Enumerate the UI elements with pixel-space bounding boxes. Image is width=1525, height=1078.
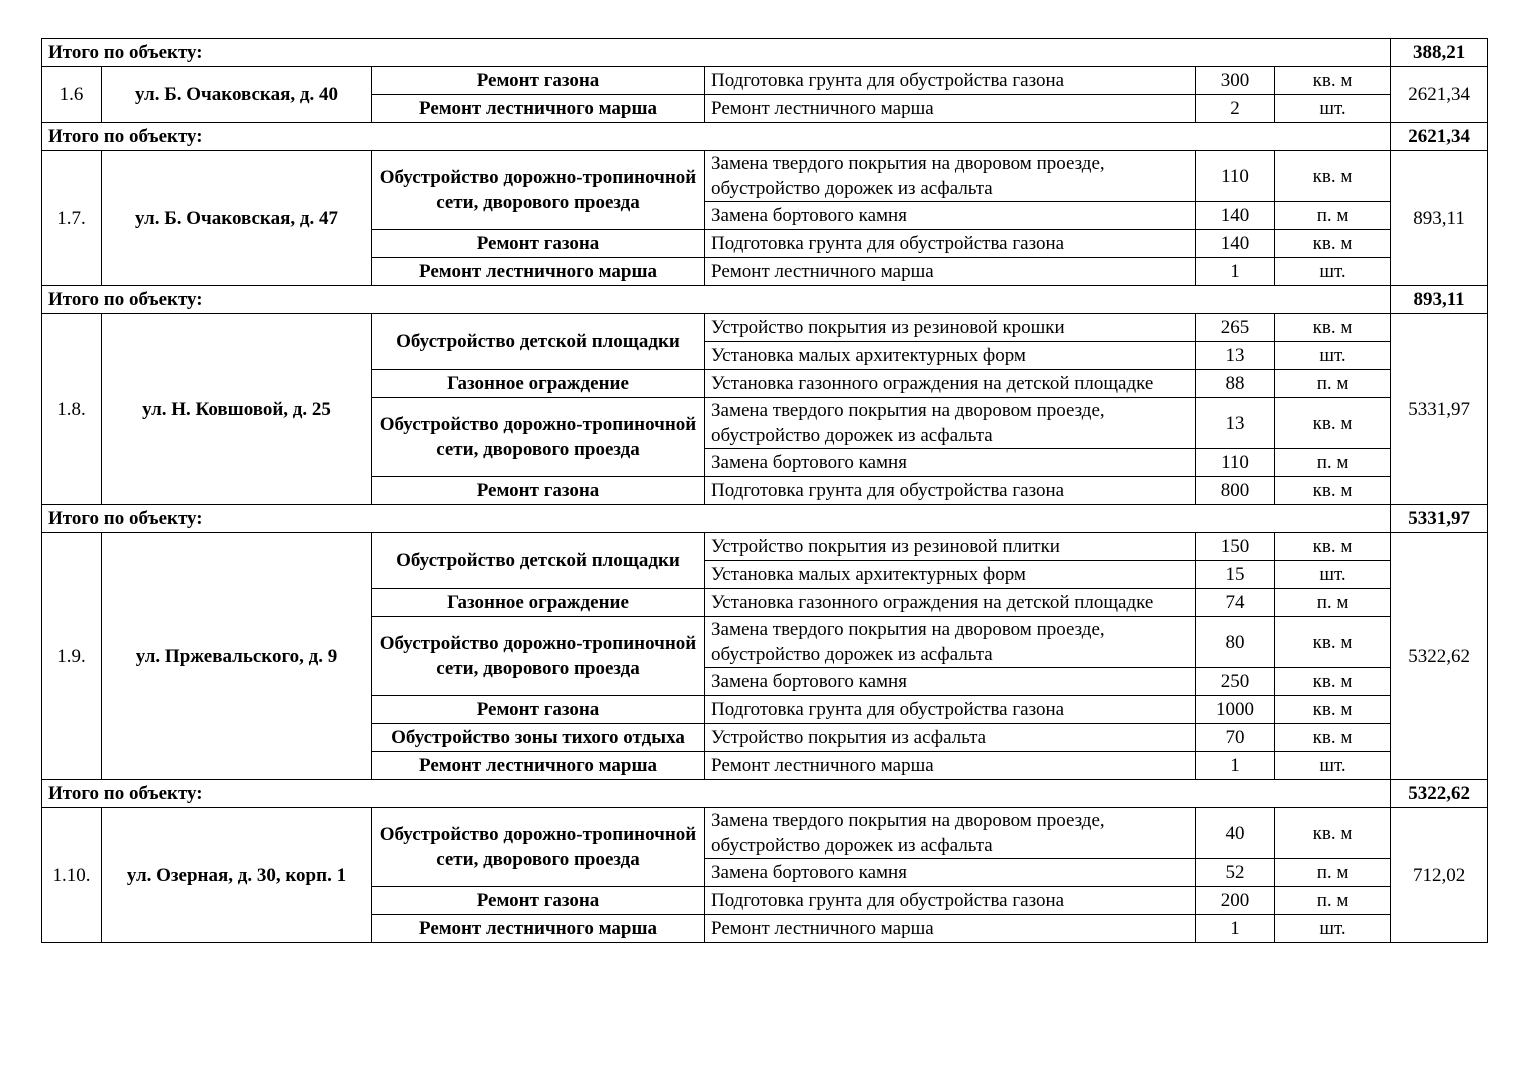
work-unit: кв. м bbox=[1275, 230, 1391, 258]
object-sum: 5331,97 bbox=[1391, 314, 1488, 505]
work-unit: кв. м bbox=[1275, 617, 1391, 668]
work-quantity: 74 bbox=[1196, 589, 1275, 617]
work-name: Подготовка грунта для обустройства газона bbox=[705, 67, 1196, 95]
work-quantity: 2 bbox=[1196, 95, 1275, 123]
total-sum: 388,21 bbox=[1391, 39, 1488, 67]
work-quantity: 13 bbox=[1196, 398, 1275, 449]
work-name: Установка малых архитектурных форм bbox=[705, 342, 1196, 370]
work-unit: кв. м bbox=[1275, 808, 1391, 859]
object-sum: 2621,34 bbox=[1391, 67, 1488, 123]
work-name: Установка газонного ограждения на детской площадке bbox=[705, 370, 1196, 398]
table-row bbox=[42, 314, 1488, 342]
work-unit: п. м bbox=[1275, 589, 1391, 617]
object-sum: 712,02 bbox=[1391, 808, 1488, 943]
object-number: 1.10. bbox=[42, 808, 102, 943]
total-sum: 5331,97 bbox=[1391, 505, 1488, 533]
work-name: Подготовка грунта для обустройства газона bbox=[705, 887, 1196, 915]
work-quantity: 300 bbox=[1196, 67, 1275, 95]
work-quantity: 40 bbox=[1196, 808, 1275, 859]
total-label: Итого по объекту: bbox=[42, 123, 1391, 151]
work-name: Подготовка грунта для обустройства газона bbox=[705, 230, 1196, 258]
work-kind: Ремонт лестничного марша bbox=[372, 752, 705, 780]
work-kind: Обустройство дорожно-тропиночной сети, дворового проезда bbox=[372, 398, 705, 477]
work-name: Устройство покрытия из асфальта bbox=[705, 724, 1196, 752]
work-quantity: 110 bbox=[1196, 449, 1275, 477]
work-quantity: 1 bbox=[1196, 752, 1275, 780]
work-name: Замена бортового камня bbox=[705, 202, 1196, 230]
object-number: 1.9. bbox=[42, 533, 102, 780]
work-unit: п. м bbox=[1275, 202, 1391, 230]
work-kind: Обустройство зоны тихого отдыха bbox=[372, 724, 705, 752]
work-unit: кв. м bbox=[1275, 533, 1391, 561]
work-name: Установка газонного ограждения на детской площадке bbox=[705, 589, 1196, 617]
work-unit: шт. bbox=[1275, 561, 1391, 589]
work-quantity: 800 bbox=[1196, 477, 1275, 505]
work-name: Замена твердого покрытия на дворовом проезде, обустройство дорожек из асфальта bbox=[705, 398, 1196, 449]
work-name: Ремонт лестничного марша bbox=[705, 258, 1196, 286]
object-address: ул. Н. Ковшовой, д. 25 bbox=[102, 314, 372, 505]
work-kind: Газонное ограждение bbox=[372, 589, 705, 617]
work-kind: Ремонт газона bbox=[372, 696, 705, 724]
total-row bbox=[42, 505, 1488, 533]
work-unit: кв. м bbox=[1275, 67, 1391, 95]
table-row bbox=[42, 67, 1488, 95]
total-row bbox=[42, 780, 1488, 808]
table-row bbox=[42, 151, 1488, 202]
work-quantity: 265 bbox=[1196, 314, 1275, 342]
total-row bbox=[42, 39, 1488, 67]
work-quantity: 140 bbox=[1196, 230, 1275, 258]
work-quantity: 88 bbox=[1196, 370, 1275, 398]
table-row bbox=[42, 533, 1488, 561]
work-quantity: 15 bbox=[1196, 561, 1275, 589]
work-kind: Газонное ограждение bbox=[372, 370, 705, 398]
work-quantity: 70 bbox=[1196, 724, 1275, 752]
work-quantity: 1 bbox=[1196, 915, 1275, 943]
work-quantity: 250 bbox=[1196, 668, 1275, 696]
work-quantity: 200 bbox=[1196, 887, 1275, 915]
total-sum: 893,11 bbox=[1391, 286, 1488, 314]
object-sum: 5322,62 bbox=[1391, 533, 1488, 780]
work-name: Установка малых архитектурных форм bbox=[705, 561, 1196, 589]
work-quantity: 150 bbox=[1196, 533, 1275, 561]
work-unit: шт. bbox=[1275, 342, 1391, 370]
object-sum: 893,11 bbox=[1391, 151, 1488, 286]
total-sum: 2621,34 bbox=[1391, 123, 1488, 151]
work-unit: п. м bbox=[1275, 449, 1391, 477]
work-unit: п. м bbox=[1275, 859, 1391, 887]
work-quantity: 80 bbox=[1196, 617, 1275, 668]
work-name: Замена бортового камня bbox=[705, 859, 1196, 887]
work-unit: п. м bbox=[1275, 370, 1391, 398]
work-unit: п. м bbox=[1275, 887, 1391, 915]
work-unit: кв. м bbox=[1275, 668, 1391, 696]
total-label: Итого по объекту: bbox=[42, 286, 1391, 314]
work-kind: Обустройство дорожно-тропиночной сети, дворового проезда bbox=[372, 617, 705, 696]
work-unit: шт. bbox=[1275, 258, 1391, 286]
object-address: ул. Б. Очаковская, д. 47 bbox=[102, 151, 372, 286]
work-unit: шт. bbox=[1275, 95, 1391, 123]
work-name: Замена твердого покрытия на дворовом проезде, обустройство дорожек из асфальта bbox=[705, 808, 1196, 859]
total-sum: 5322,62 bbox=[1391, 780, 1488, 808]
work-kind: Ремонт лестничного марша bbox=[372, 258, 705, 286]
work-kind: Обустройство дорожно-тропиночной сети, дворового проезда bbox=[372, 151, 705, 230]
work-unit: шт. bbox=[1275, 752, 1391, 780]
work-quantity: 1000 bbox=[1196, 696, 1275, 724]
object-number: 1.7. bbox=[42, 151, 102, 286]
work-name: Замена бортового камня bbox=[705, 668, 1196, 696]
work-quantity: 110 bbox=[1196, 151, 1275, 202]
work-kind: Обустройство детской площадки bbox=[372, 314, 705, 370]
work-kind: Ремонт лестничного марша bbox=[372, 915, 705, 943]
work-quantity: 13 bbox=[1196, 342, 1275, 370]
work-kind: Обустройство детской площадки bbox=[372, 533, 705, 589]
work-name: Замена твердого покрытия на дворовом проезде, обустройство дорожек из асфальта bbox=[705, 617, 1196, 668]
work-unit: шт. bbox=[1275, 915, 1391, 943]
works-table bbox=[41, 38, 1488, 943]
work-quantity: 1 bbox=[1196, 258, 1275, 286]
total-label: Итого по объекту: bbox=[42, 39, 1391, 67]
work-unit: кв. м bbox=[1275, 151, 1391, 202]
work-kind: Обустройство дорожно-тропиночной сети, дворового проезда bbox=[372, 808, 705, 887]
work-name: Подготовка грунта для обустройства газона bbox=[705, 696, 1196, 724]
work-unit: кв. м bbox=[1275, 314, 1391, 342]
work-kind: Ремонт газона bbox=[372, 887, 705, 915]
work-name: Устройство покрытия из резиновой крошки bbox=[705, 314, 1196, 342]
total-row bbox=[42, 286, 1488, 314]
work-name: Устройство покрытия из резиновой плитки bbox=[705, 533, 1196, 561]
work-name: Подготовка грунта для обустройства газона bbox=[705, 477, 1196, 505]
work-kind: Ремонт газона bbox=[372, 477, 705, 505]
work-name: Замена бортового камня bbox=[705, 449, 1196, 477]
work-name: Ремонт лестничного марша bbox=[705, 95, 1196, 123]
work-quantity: 140 bbox=[1196, 202, 1275, 230]
object-address: ул. Пржевальского, д. 9 bbox=[102, 533, 372, 780]
work-kind: Ремонт газона bbox=[372, 230, 705, 258]
total-row bbox=[42, 123, 1488, 151]
object-number: 1.8. bbox=[42, 314, 102, 505]
object-number: 1.6 bbox=[42, 67, 102, 123]
work-unit: кв. м bbox=[1275, 696, 1391, 724]
object-address: ул. Озерная, д. 30, корп. 1 bbox=[102, 808, 372, 943]
work-name: Ремонт лестничного марша bbox=[705, 915, 1196, 943]
work-kind: Ремонт лестничного марша bbox=[372, 95, 705, 123]
total-label: Итого по объекту: bbox=[42, 505, 1391, 533]
work-name: Ремонт лестничного марша bbox=[705, 752, 1196, 780]
total-label: Итого по объекту: bbox=[42, 780, 1391, 808]
table-row bbox=[42, 808, 1488, 859]
work-kind: Ремонт газона bbox=[372, 67, 705, 95]
work-name: Замена твердого покрытия на дворовом проезде, обустройство дорожек из асфальта bbox=[705, 151, 1196, 202]
object-address: ул. Б. Очаковская, д. 40 bbox=[102, 67, 372, 123]
work-unit: кв. м bbox=[1275, 398, 1391, 449]
work-unit: кв. м bbox=[1275, 724, 1391, 752]
work-quantity: 52 bbox=[1196, 859, 1275, 887]
work-unit: кв. м bbox=[1275, 477, 1391, 505]
